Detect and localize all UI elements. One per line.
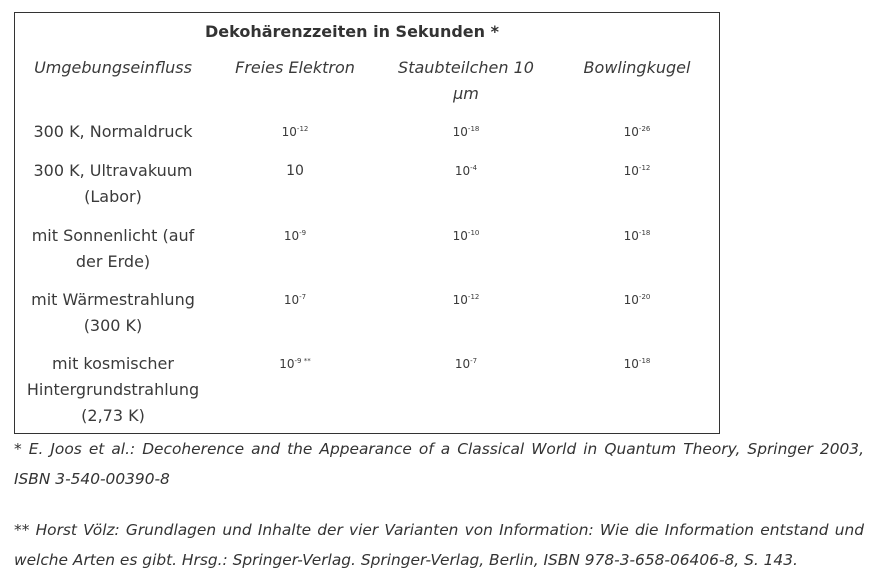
value-exponent: -10	[467, 229, 480, 237]
value-base: 10	[283, 293, 300, 307]
value-exponent: -4	[470, 164, 478, 172]
value-exponent: -9 **	[294, 357, 311, 365]
value-base: 10	[623, 125, 639, 139]
header-environment: Umgebungseinfluss	[34, 58, 192, 77]
value-base: 10	[623, 357, 639, 371]
row-label-line: Hintergrundstrahlung	[26, 380, 200, 399]
row-label-line: (Labor)	[84, 187, 142, 206]
value-base: 10	[623, 229, 639, 243]
value-exponent: -12	[638, 164, 651, 172]
value-dust	[379, 223, 553, 249]
value-electron	[211, 119, 379, 145]
value-base: 10	[452, 293, 468, 307]
value-base: 10	[281, 125, 297, 139]
value-base: 10	[454, 164, 471, 178]
value-base: 10	[286, 163, 304, 179]
value-exponent: -7	[470, 357, 478, 365]
row-label-line: (2,73 K)	[81, 406, 145, 425]
row-label-line: mit kosmischer	[52, 354, 174, 373]
value-electron	[211, 158, 379, 184]
value-base: 10	[283, 229, 300, 243]
row-label	[15, 351, 211, 429]
table-title-text: Dekohärenzzeiten in Sekunden *	[205, 22, 499, 41]
row-label	[15, 119, 211, 145]
value-exponent: -18	[638, 357, 651, 365]
value-dust	[379, 158, 553, 184]
row-label	[15, 223, 211, 275]
table-title	[15, 22, 721, 41]
header-free-electron: Freies Elektron	[235, 58, 355, 77]
row-label-line: (300 K)	[83, 316, 143, 335]
value-exponent: -20	[638, 293, 651, 301]
value-dust	[379, 287, 553, 313]
value-base: 10	[452, 229, 468, 243]
row-label-line: der Erde)	[75, 252, 151, 271]
row-label-line: mit Wärmestrahlung	[31, 290, 195, 309]
header-dust-line-1: Staubteilchen 10	[398, 58, 534, 77]
value-base: 10	[452, 125, 468, 139]
row-label-line: mit Sonnenlicht (auf	[31, 226, 195, 245]
value-base: 10	[623, 164, 639, 178]
value-exponent: -18	[467, 125, 480, 133]
header-dust-line-2: μm	[453, 84, 479, 103]
decoherence-table	[14, 12, 720, 434]
value-electron	[211, 287, 379, 313]
value-base: 10	[623, 293, 639, 307]
value-exponent: -12	[467, 293, 480, 301]
row-label	[15, 158, 211, 210]
value-exponent: -12	[296, 125, 309, 133]
row-label	[15, 287, 211, 339]
value-electron	[211, 351, 379, 377]
footnote-voelz: ** Horst Völz: Grundlagen und Inhalte der vier Varianten von Information: Wie die Information entstand und welche Arten es gibt. Hrsg.: Springer-Verlag. Springer-Verlag, Berlin, ISBN 978-3-658-06406-8, S. 143.	[14, 521, 864, 569]
footnote-joos: * E. Joos et al.: Decoherence and the Appearance of a Classical World in Quantum Theory, Springer 2003, ISBN 3-540-00390-8	[14, 440, 864, 488]
header-bowling-ball: Bowlingkugel	[583, 58, 691, 77]
value-base: 10	[454, 357, 471, 371]
value-exponent: -7	[299, 293, 307, 301]
value-exponent: -18	[638, 229, 651, 237]
header-dust-particle	[379, 55, 553, 107]
value-bowling-ball	[553, 223, 721, 249]
value-exponent: -26	[638, 125, 651, 133]
value-bowling-ball	[553, 351, 721, 377]
value-exponent: -9	[299, 229, 307, 237]
value-base: 10	[279, 357, 295, 371]
row-label-line: 300 K, Ultravakuum	[33, 161, 193, 180]
value-electron	[211, 223, 379, 249]
value-bowling-ball	[553, 119, 721, 145]
value-bowling-ball	[553, 158, 721, 184]
value-dust	[379, 119, 553, 145]
value-bowling-ball	[553, 287, 721, 313]
row-label-line: 300 K, Normaldruck	[33, 122, 193, 141]
value-dust	[379, 351, 553, 377]
